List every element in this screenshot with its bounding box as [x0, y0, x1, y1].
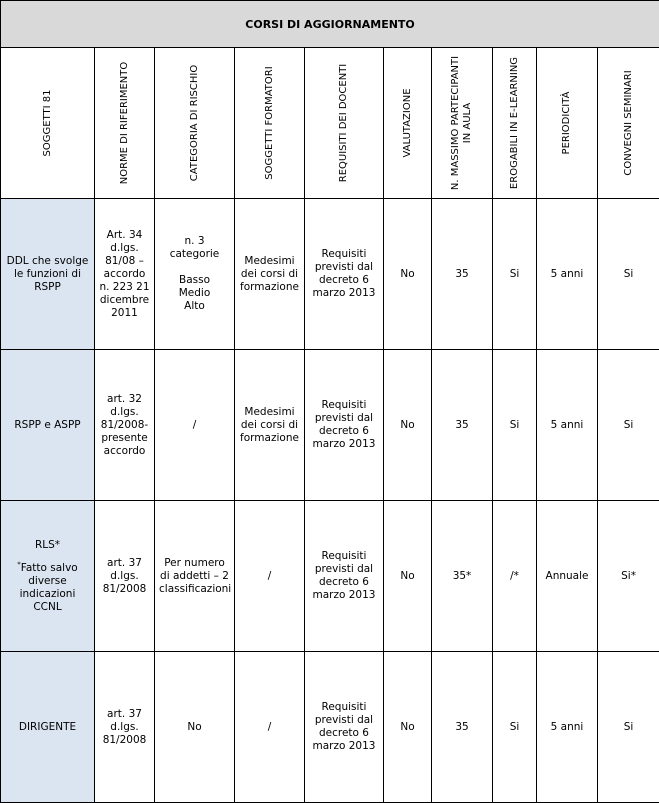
header-norme: NORME DI RIFERIMENTO [95, 48, 155, 199]
cell-norme: Art. 34 d.lgs. 81/08 – accordo n. 223 21 dicembre 2011 [95, 199, 155, 350]
cell-soggetti: DDL che svolge le funzioni di RSPP [1, 199, 95, 350]
cell-convegni: Si [598, 350, 659, 501]
header-elearning: EROGABILI IN E-LEARNING [493, 48, 537, 199]
categoria-item: Basso [159, 274, 230, 287]
cell-convegni: Si [598, 199, 659, 350]
cell-partecipanti: 35* [432, 501, 493, 652]
categoria-text: n. 3 categorie [159, 235, 230, 261]
cell-norme: art. 32 d.lgs. 81/2008- presente accordo [95, 350, 155, 501]
table-row [1, 501, 659, 652]
cell-docenti: Requisiti previsti dal decreto 6 marzo 2013 [305, 652, 384, 803]
header-convegni: CONVEGNI SEMINARI [598, 48, 659, 199]
cell-valutazione: No [384, 350, 432, 501]
cell-docenti: Requisiti previsti dal decreto 6 marzo 2013 [305, 350, 384, 501]
cell-docenti: Requisiti previsti dal decreto 6 marzo 2013 [305, 501, 384, 652]
cell-partecipanti: 35 [432, 199, 493, 350]
cell-formatori: / [235, 652, 305, 803]
cell-soggetti: DIRIGENTE [1, 652, 95, 803]
cell-formatori: Medesimi dei corsi di formazione [235, 199, 305, 350]
cell-elearning: Si [493, 652, 537, 803]
header-categoria: CATEGORIA DI RISCHIO [155, 48, 235, 199]
cell-elearning: /* [493, 501, 537, 652]
header-soggetti: SOGGETTI 81 [1, 48, 95, 199]
header-periodicita: PERIODICITÀ [537, 48, 598, 199]
cell-periodicita: 5 anni [537, 652, 598, 803]
cell-valutazione: No [384, 199, 432, 350]
cell-elearning: Si [493, 350, 537, 501]
cell-convegni: Si [598, 652, 659, 803]
categoria-item: Medio [159, 287, 230, 300]
header-valutazione: VALUTAZIONE [384, 48, 432, 199]
cell-periodicita: 5 anni [537, 350, 598, 501]
cell-categoria: No [155, 652, 235, 803]
cell-periodicita: Annuale [537, 501, 598, 652]
cell-soggetti [1, 501, 95, 652]
cell-valutazione: No [384, 501, 432, 652]
header-docenti: REQUISITI DEI DOCENTI [305, 48, 384, 199]
cell-formatori: Medesimi dei corsi di formazione [235, 350, 305, 501]
table-row [1, 199, 659, 350]
cell-categoria: / [155, 350, 235, 501]
header-formatori: SOGGETTI FORMATORI [235, 48, 305, 199]
cell-partecipanti: 35 [432, 350, 493, 501]
cell-categoria [155, 199, 235, 350]
cell-categoria: Per numero di addetti – 2 classificazioni [155, 501, 235, 652]
cell-partecipanti: 35 [432, 652, 493, 803]
soggetti-note: *Fatto salvo diverse indicazioni CCNL [5, 562, 90, 614]
cell-valutazione: No [384, 652, 432, 803]
cell-soggetti: RSPP e ASPP [1, 350, 95, 501]
table-row [1, 652, 659, 803]
table-row [1, 350, 659, 501]
table-title: CORSI DI AGGIORNAMENTO [1, 1, 659, 48]
soggetti-text: RLS* [5, 539, 90, 552]
cell-norme: art. 37 d.lgs. 81/2008 [95, 652, 155, 803]
cell-elearning: Si [493, 199, 537, 350]
cell-formatori: / [235, 501, 305, 652]
categoria-item: Alto [159, 300, 230, 313]
header-partecipanti: N. MASSIMO PARTECIPANTI IN AULA [432, 48, 493, 199]
cell-periodicita: 5 anni [537, 199, 598, 350]
cell-norme: art. 37 d.lgs. 81/2008 [95, 501, 155, 652]
cell-docenti: Requisiti previsti dal decreto 6 marzo 2013 [305, 199, 384, 350]
cell-convegni: Si* [598, 501, 659, 652]
